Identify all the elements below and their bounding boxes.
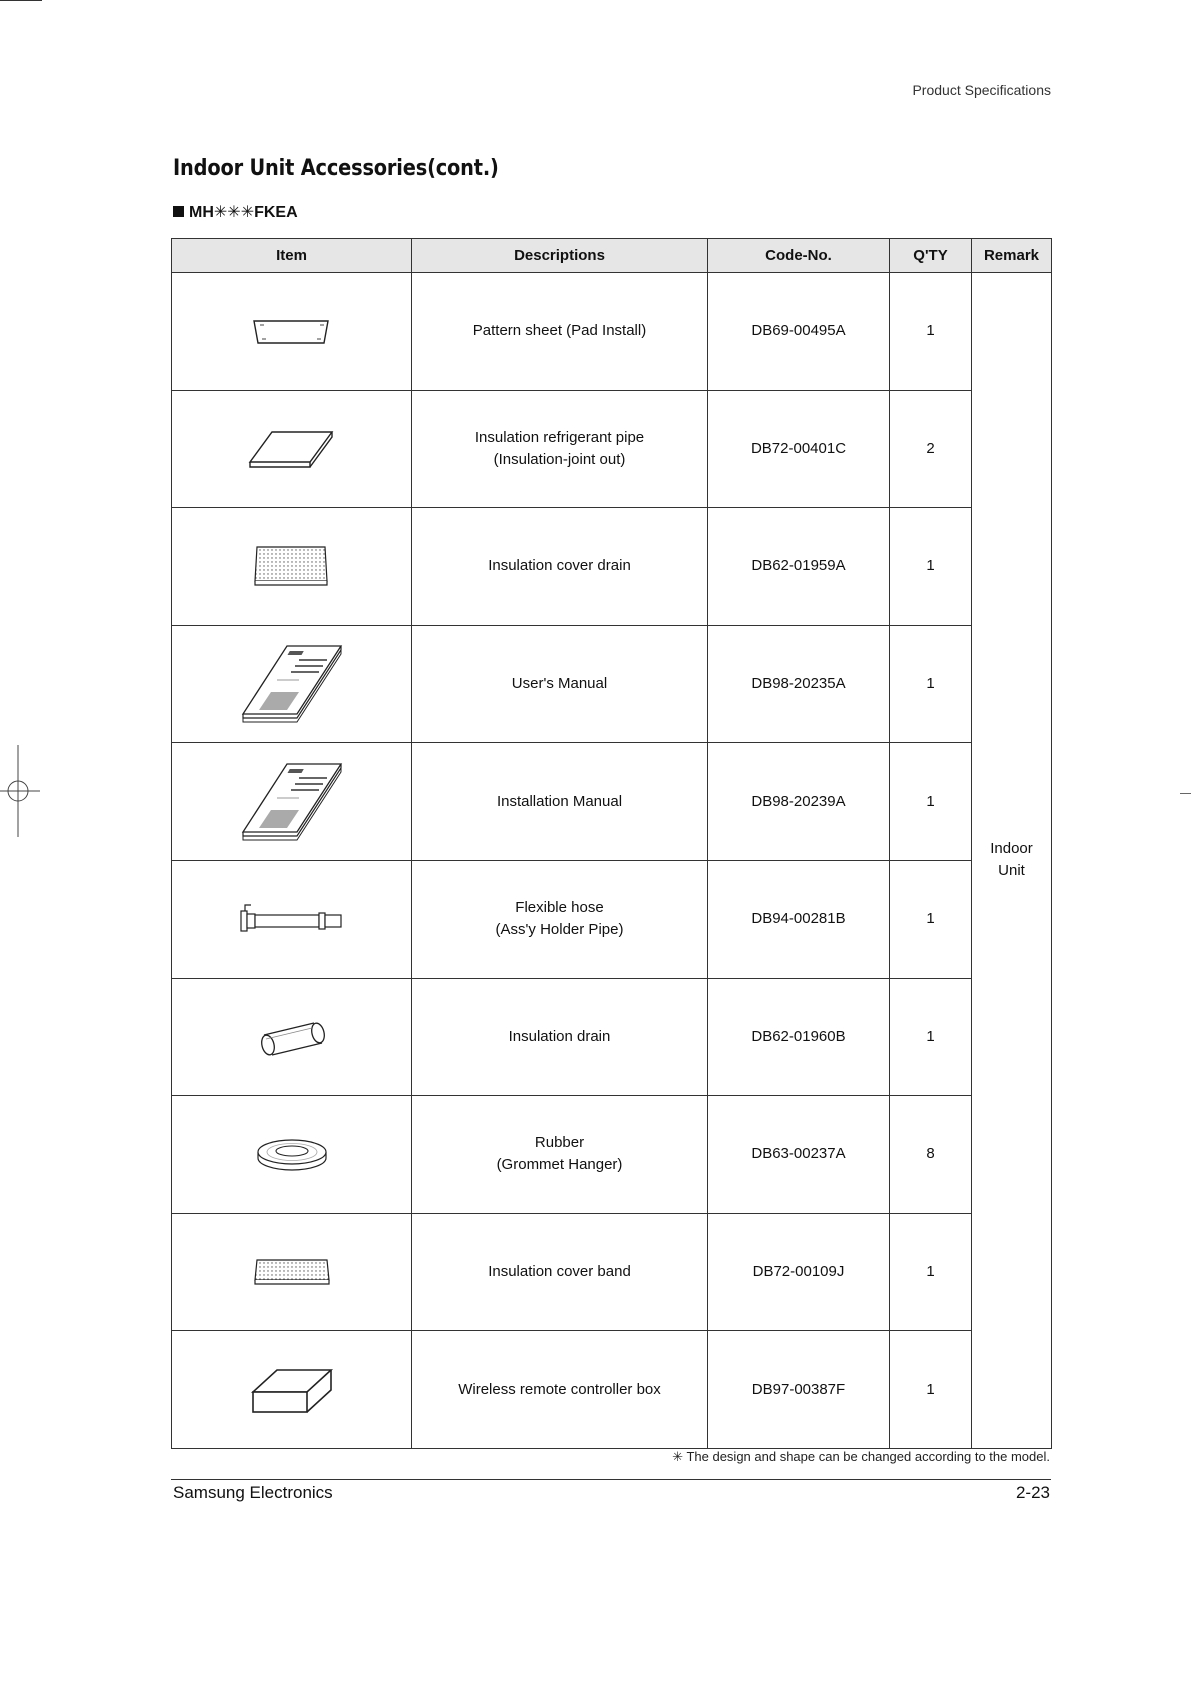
code-cell: DB72-00401C <box>708 390 890 508</box>
table-row <box>172 1331 1052 1449</box>
code-cell: DB94-00281B <box>708 860 890 978</box>
qty-cell: 1 <box>890 508 972 626</box>
rubber-grommet-icon <box>252 1134 332 1174</box>
flexible-hose-icon <box>237 901 347 937</box>
qty-cell: 8 <box>890 1096 972 1214</box>
registration-mark-icon <box>0 745 40 837</box>
item-cell <box>172 1096 412 1214</box>
table-row <box>172 390 1052 508</box>
item-cell <box>172 625 412 743</box>
description-cell: Wireless remote controller box <box>412 1331 708 1449</box>
crop-mark <box>1180 793 1191 794</box>
page-title: Indoor Unit Accessories(cont.) <box>173 156 499 181</box>
header-section-label: Product Specifications <box>912 82 1051 98</box>
description-cell: Installation Manual <box>412 743 708 861</box>
description-cell: User's Manual <box>412 625 708 743</box>
footer-company: Samsung Electronics <box>173 1483 333 1502</box>
pattern-sheet-icon <box>242 311 342 351</box>
description-cell: Rubber (Grommet Hanger) <box>412 1096 708 1214</box>
square-bullet-icon <box>173 206 184 217</box>
description-cell: Insulation cover drain <box>412 508 708 626</box>
column-header-descriptions: Descriptions <box>412 239 708 273</box>
qty-cell: 1 <box>890 1213 972 1331</box>
qty-cell: 1 <box>890 273 972 391</box>
table-row <box>172 743 1052 861</box>
item-cell <box>172 860 412 978</box>
column-header-item: Item <box>172 239 412 273</box>
item-cell <box>172 978 412 1096</box>
column-header-code: Code-No. <box>708 239 890 273</box>
code-cell: DB98-20239A <box>708 743 890 861</box>
model-label <box>173 202 298 222</box>
qty-cell: 2 <box>890 390 972 508</box>
remark-cell: Indoor Unit <box>972 273 1052 1449</box>
table-row <box>172 978 1052 1096</box>
item-cell <box>172 743 412 861</box>
table-header-row <box>172 239 1052 273</box>
code-cell: DB97-00387F <box>708 1331 890 1449</box>
description-cell: Insulation refrigerant pipe (Insulation-joint out) <box>412 390 708 508</box>
qty-cell: 1 <box>890 625 972 743</box>
qty-cell: 1 <box>890 1331 972 1449</box>
remote-controller-box-icon <box>247 1362 337 1418</box>
column-header-qty: Q'TY <box>890 239 972 273</box>
description-cell: Pattern sheet (Pad Install) <box>412 273 708 391</box>
users-manual-icon <box>237 642 347 726</box>
table-row <box>172 860 1052 978</box>
code-cell: DB62-01960B <box>708 978 890 1096</box>
accessories-table <box>171 238 1052 1449</box>
qty-cell: 1 <box>890 743 972 861</box>
table-row <box>172 1096 1052 1214</box>
insulation-pipe-icon <box>242 424 342 474</box>
item-cell <box>172 273 412 391</box>
footer-divider <box>171 1479 1051 1480</box>
column-header-remark: Remark <box>972 239 1052 273</box>
item-cell <box>172 390 412 508</box>
qty-cell: 1 <box>890 860 972 978</box>
table-row <box>172 1213 1052 1331</box>
table-row <box>172 273 1052 391</box>
table-row <box>172 625 1052 743</box>
code-cell: DB72-00109J <box>708 1213 890 1331</box>
page-number: 2-23 <box>1015 1483 1050 1502</box>
insulation-drain-icon <box>252 1017 332 1057</box>
code-cell: DB63-00237A <box>708 1096 890 1214</box>
insulation-cover-band-icon <box>247 1254 337 1290</box>
crop-mark <box>0 0 42 1</box>
item-cell <box>172 1213 412 1331</box>
insulation-cover-drain-icon <box>247 541 337 591</box>
code-cell: DB62-01959A <box>708 508 890 626</box>
description-cell: Insulation drain <box>412 978 708 1096</box>
description-cell: Insulation cover band <box>412 1213 708 1331</box>
item-cell <box>172 508 412 626</box>
footnote: ✳ The design and shape can be changed according to the model. <box>672 1449 1050 1464</box>
table-row <box>172 508 1052 626</box>
model-name: MH✳✳✳FKEA <box>189 204 298 221</box>
description-cell: Flexible hose (Ass'y Holder Pipe) <box>412 860 708 978</box>
item-cell <box>172 1331 412 1449</box>
qty-cell: 1 <box>890 978 972 1096</box>
code-cell: DB98-20235A <box>708 625 890 743</box>
code-cell: DB69-00495A <box>708 273 890 391</box>
installation-manual-icon <box>237 760 347 844</box>
